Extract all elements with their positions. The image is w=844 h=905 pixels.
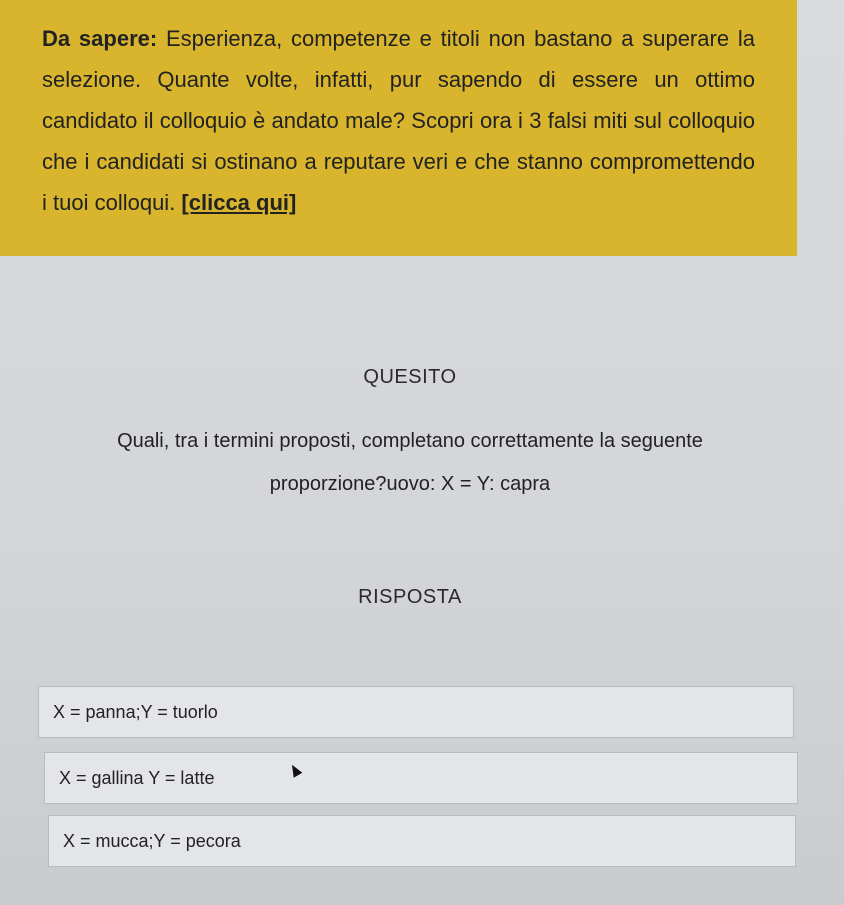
answer-option-label: X = mucca;Y = pecora [63,830,241,851]
answer-option[interactable] [44,752,798,804]
answer-option[interactable] [48,815,796,867]
question-text: Quali, tra i termini proposti, completano correttamente la seguente proporzione?uovo: X = Y: capra [117,430,703,495]
notice-banner [0,0,797,256]
answer-option-label: X = panna;Y = tuorlo [53,701,218,722]
answer-option-label: X = gallina Y = latte [59,767,215,788]
notice-text [42,18,755,223]
answer-option[interactable] [38,686,794,738]
notice-body: Esperienza, competenze e titoli non bastano a superare la selezione. Quante volte, infatti, pur sapendo di essere un ottimo candidato il colloquio è andato male? Scopri ora i 3 falsi miti sul colloquio che i candidati si ostinano a reputare veri e che stanno compromettendo i tuoi colloqui. [42,26,755,215]
notice-link[interactable]: [clicca qui] [181,190,297,215]
answer-title: RISPOSTA [358,586,462,608]
question-title: QUESITO [363,366,457,388]
notice-prefix: Da sapere: [42,26,158,51]
